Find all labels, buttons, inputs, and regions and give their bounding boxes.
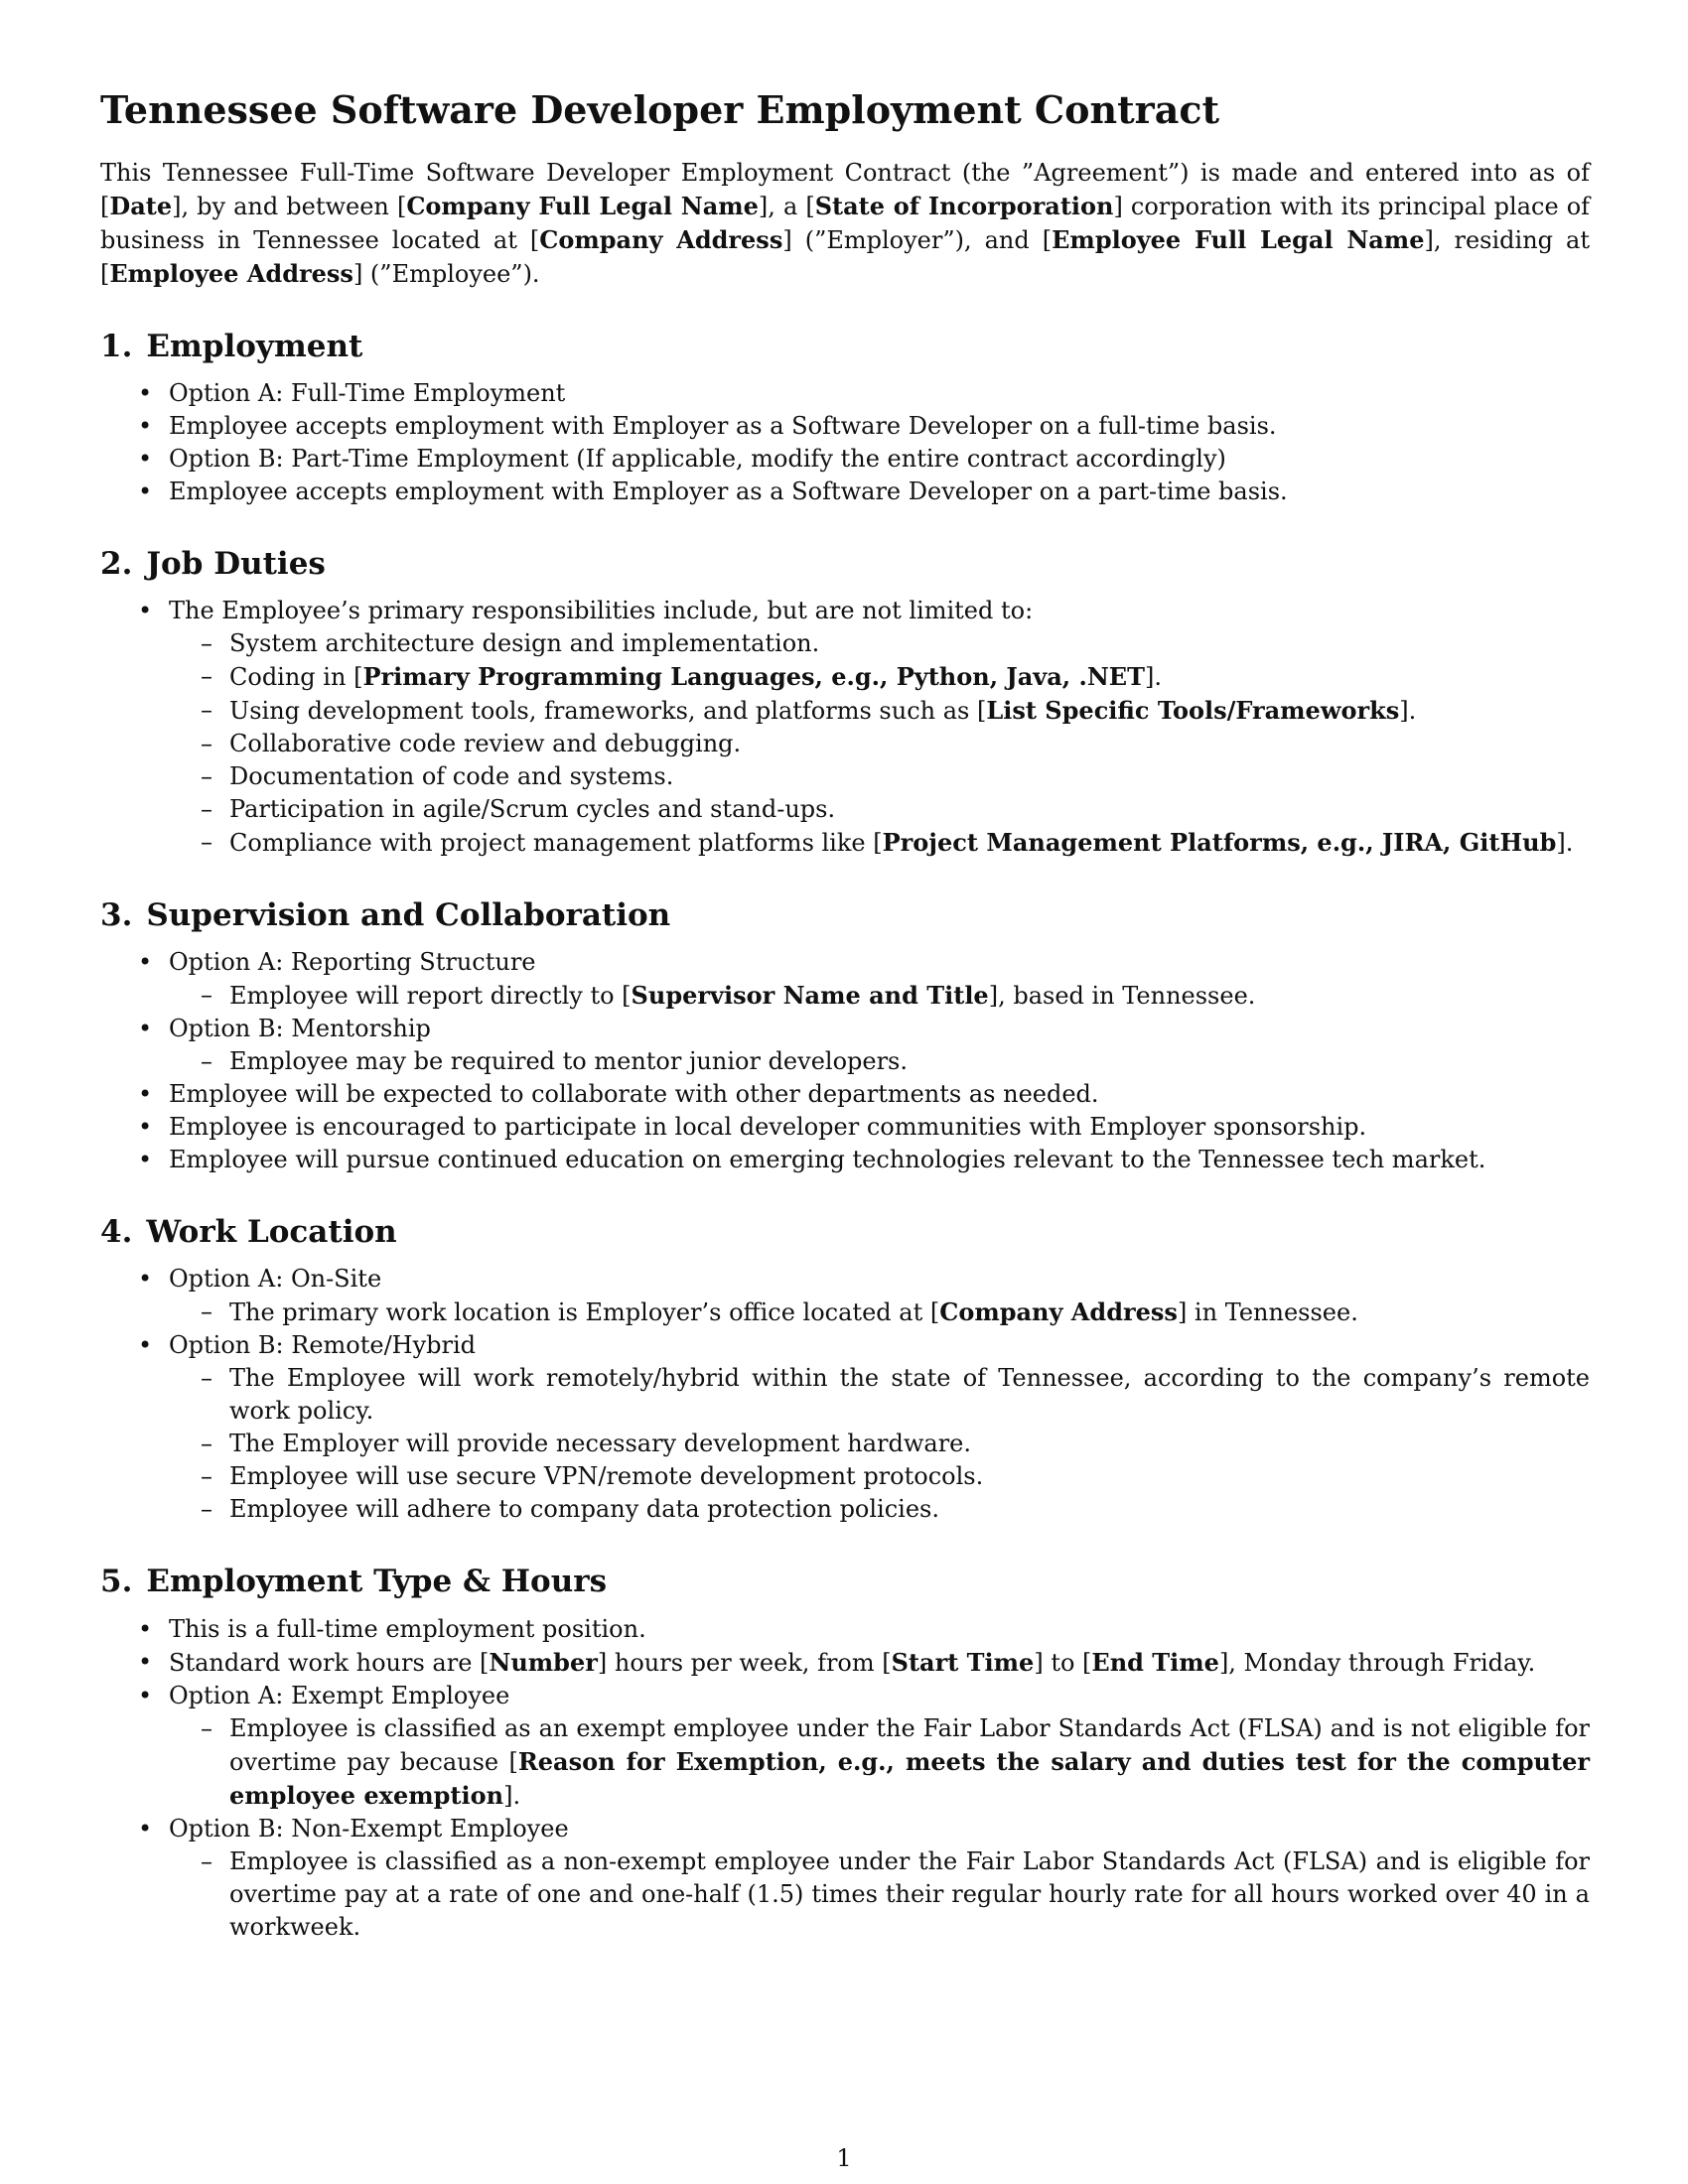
- list-item: • Employee accepts employment with Employer as a Software Developer on a full-time basis.: [100, 410, 1590, 443]
- intro-text: ], residing at [: [100, 225, 1590, 288]
- list-item: • Employee is encouraged to participate in local developer communities with Employer sponsorship.: [100, 1111, 1590, 1144]
- list-item: [100, 1013, 1590, 1078]
- sub-list-item: [169, 694, 1590, 728]
- section-title: Work Location: [146, 1214, 397, 1251]
- section-heading-employment-type: [100, 1564, 1590, 1600]
- list-item: [100, 946, 1590, 1013]
- section-title: Employment Type & Hours: [146, 1564, 608, 1600]
- date-placeholder: Date: [109, 191, 173, 220]
- sub-list-item: – System architecture design and implementation.: [169, 627, 1590, 660]
- intro-text: ] corporation with its principal place of business in Tennessee located at [: [100, 192, 1591, 254]
- employment-list: [100, 377, 1590, 508]
- list-item-text: Option A: On-Site: [169, 1265, 382, 1294]
- list-item-text: Option A: Exempt Employee: [169, 1681, 510, 1709]
- intro-paragraph: [100, 157, 1590, 291]
- section-title: Employment: [146, 328, 363, 364]
- list-item: • Option A: Full-Time Employment: [100, 377, 1590, 410]
- section-title: Supervision and Collaboration: [146, 896, 671, 933]
- section-heading-supervision: [100, 897, 1590, 934]
- employee-name-placeholder: Employee Full Legal Name: [1052, 224, 1425, 254]
- company-name-placeholder: Company Full Legal Name: [406, 191, 759, 220]
- sub-list-item: – Participation in agile/Scrum cycles and stand-ups.: [169, 793, 1590, 826]
- job-duties-list: [100, 595, 1590, 860]
- list-item: • Option B: Part-Time Employment (If applicable, modify the entire contract accordingly): [100, 443, 1590, 476]
- text: ].: [1144, 662, 1162, 691]
- languages-placeholder: Primary Programming Languages, e.g., Python, Java, .NET: [362, 661, 1145, 691]
- state-placeholder: State of Incorporation: [814, 191, 1114, 220]
- sub-list: [169, 627, 1590, 860]
- contract-page: [100, 87, 1590, 1944]
- list-item: • This is a full-time employment position.: [100, 1613, 1590, 1646]
- text: Coding in [: [229, 662, 363, 691]
- section-number: 3.: [100, 896, 133, 933]
- text: ] in Tennessee.: [1177, 1298, 1358, 1327]
- sub-list-item: [169, 826, 1590, 860]
- section-number: 5.: [100, 1564, 133, 1600]
- sub-list-item: [169, 1296, 1590, 1329]
- intro-text: ] (”Employer”), and [: [782, 225, 1053, 254]
- supervision-list: [100, 946, 1590, 1176]
- sub-list-item: – The Employer will provide necessary development hardware.: [169, 1428, 1590, 1460]
- list-item-text: Option B: Non-Exempt Employee: [169, 1814, 569, 1843]
- section-number: 1.: [100, 328, 133, 364]
- list-item: • Employee will be expected to collaborate with other departments as needed.: [100, 1078, 1590, 1111]
- section-heading-work-location: [100, 1214, 1590, 1251]
- sub-list: [169, 1845, 1590, 1944]
- document-title: Tennessee Software Developer Employment Contract: [100, 87, 1220, 132]
- text: ].: [1399, 696, 1417, 725]
- list-item: [100, 1646, 1590, 1680]
- list-item: [100, 1329, 1590, 1526]
- employment-type-list: [100, 1613, 1590, 1944]
- list-item-text: Option B: Mentorship: [169, 1015, 431, 1043]
- text: ].: [1556, 828, 1574, 857]
- list-item-text: The Employee’s primary responsibilities include, but are not limited to:: [169, 596, 1034, 624]
- list-item: • Employee accepts employment with Employer as a Software Developer on a part-time basis.: [100, 476, 1590, 508]
- list-item: [100, 1680, 1590, 1813]
- sub-list-item: – Employee will use secure VPN/remote development protocols.: [169, 1460, 1590, 1493]
- sub-list-item: – Employee may be required to mentor junior developers.: [169, 1045, 1590, 1078]
- list-item: [100, 1813, 1590, 1944]
- page-number: 1: [836, 2144, 852, 2172]
- text: Employee will report directly to [: [229, 982, 632, 1011]
- pm-platforms-placeholder: Project Management Platforms, e.g., JIRA, GitHub: [882, 827, 1557, 857]
- section-title: Job Duties: [146, 545, 326, 582]
- sub-list-item: [169, 1712, 1590, 1813]
- company-address-placeholder: Company Address: [939, 1297, 1178, 1327]
- sub-list-item: – Collaborative code review and debugging.: [169, 728, 1590, 760]
- exemption-reason-placeholder: Reason for Exemption, e.g., meets the salary and duties test for the computer employee exemption: [229, 1746, 1590, 1810]
- text: ] to [: [1034, 1648, 1092, 1677]
- list-item-text: Option B: Remote/Hybrid: [169, 1331, 477, 1360]
- sub-list-item: – Employee will adhere to company data protection policies.: [169, 1493, 1590, 1526]
- intro-text: ] (”Employee”).: [352, 259, 540, 288]
- text: ].: [503, 1781, 521, 1810]
- intro-text: ], a [: [758, 192, 815, 220]
- text: The primary work location is Employer’s office located at [: [229, 1298, 940, 1327]
- sub-list: [169, 1362, 1590, 1526]
- sub-list-item: – The Employee will work remotely/hybrid within the state of Tennessee, according to the company’s remote work policy.: [169, 1362, 1590, 1428]
- intro-text: This Tennessee Full-Time Software Developer Employment Contract (the ”Agreement”) is made and entered into as of [: [100, 158, 1590, 220]
- company-address-placeholder: Company Address: [539, 224, 783, 254]
- text: Compliance with project management platforms like [: [229, 828, 883, 857]
- text: Using development tools, frameworks, and platforms such as [: [229, 696, 987, 725]
- text: ] hours per week, from [: [597, 1648, 892, 1677]
- text: Employee is classified as an exempt employee under the Fair Labor Standards Act (FLSA) and is not eligible for overtime pay because [: [229, 1713, 1590, 1776]
- sub-list-item: [169, 979, 1590, 1013]
- section-heading-job-duties: [100, 546, 1590, 583]
- sub-list: [169, 1712, 1590, 1813]
- text: ], based in Tennessee.: [988, 982, 1256, 1011]
- section-heading-employment: [100, 329, 1590, 365]
- sub-list-item: – Documentation of code and systems.: [169, 760, 1590, 793]
- sub-list-item: – Employee is classified as a non-exempt employee under the Fair Labor Standards Act (FLSA) and is eligible for overtime pay at a rate of one and one-half (1.5) times their regular hourly rate for all hours worked over 40 in a workweek.: [169, 1845, 1590, 1944]
- list-item: [100, 595, 1590, 860]
- section-number: 4.: [100, 1214, 133, 1251]
- list-item: • Employee will pursue continued education on emerging technologies relevant to the Tennessee tech market.: [100, 1144, 1590, 1176]
- text: Standard work hours are [: [169, 1648, 490, 1677]
- work-location-list: [100, 1263, 1590, 1526]
- hours-placeholder: Number: [489, 1647, 598, 1677]
- employee-address-placeholder: Employee Address: [109, 258, 353, 288]
- list-item-text: Option A: Reporting Structure: [169, 948, 536, 977]
- sub-list-item: [169, 660, 1590, 694]
- sub-list: [169, 1296, 1590, 1329]
- start-time-placeholder: Start Time: [891, 1647, 1035, 1677]
- end-time-placeholder: End Time: [1091, 1647, 1219, 1677]
- tools-placeholder: List Specific Tools/Frameworks: [986, 695, 1400, 725]
- sub-list: [169, 1045, 1590, 1078]
- intro-text: ], by and between [: [172, 192, 407, 220]
- sub-list: [169, 979, 1590, 1013]
- section-number: 2.: [100, 545, 133, 582]
- text: ], Monday through Friday.: [1218, 1648, 1536, 1677]
- list-item: [100, 1263, 1590, 1329]
- supervisor-placeholder: Supervisor Name and Title: [631, 981, 989, 1011]
